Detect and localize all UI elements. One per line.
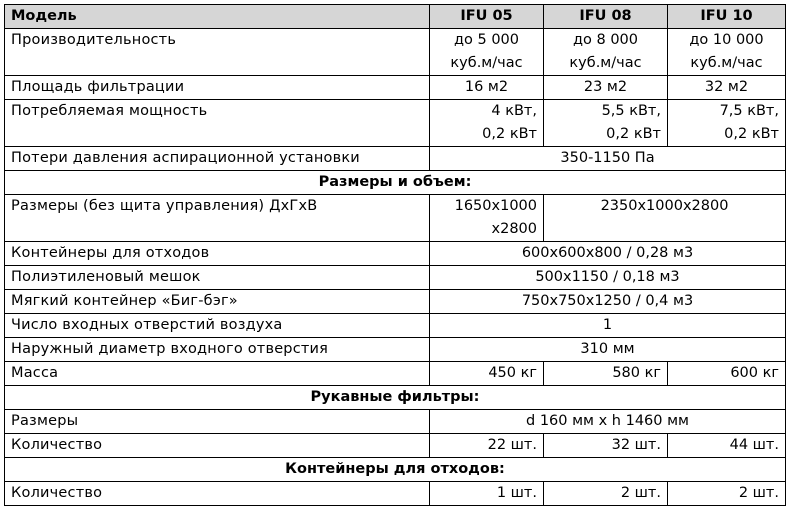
power-ifu-08 [544,100,668,147]
bag-quantity-label: Количество [5,434,430,458]
poly-bag-value: 500x1150 / 0,18 м3 [430,266,786,290]
container-quantity-label: Количество [5,482,430,506]
inlet-diameter-label: Наружный диаметр входного отверстия [5,338,430,362]
capacity-ifu-10-value: до 10 000 [689,32,764,48]
power-ifu-05 [430,100,544,147]
filter-area-row [5,76,786,100]
bag-sizes-row [5,410,786,434]
mass-ifu-05: 450 кг [430,362,544,386]
pressure-loss-label: Потери давления аспирационной установки [5,147,430,171]
mass-ifu-08: 580 кг [544,362,668,386]
capacity-ifu-10 [668,29,786,76]
section-bag-filters-row [5,386,786,410]
bag-sizes-value: d 160 мм x h 1460 мм [430,410,786,434]
capacity-ifu-05 [430,29,544,76]
power-label: Потребляемая мощность [5,100,430,147]
inlet-diameter-value: 310 мм [430,338,786,362]
header-ifu-08: IFU 08 [544,5,668,29]
mass-label: Масса [5,362,430,386]
filter-area-ifu-05: 16 м2 [430,76,544,100]
bag-quantity-ifu-05: 22 шт. [430,434,544,458]
power-ifu-08-main: 5,5 кВт, [601,103,661,119]
container-quantity-ifu-10: 2 шт. [668,482,786,506]
header-model: Модель [5,5,430,29]
filter-area-ifu-10: 32 м2 [668,76,786,100]
filter-area-label: Площадь фильтрации [5,76,430,100]
dimensions-label: Размеры (без щита управления) ДхГхВ [5,195,430,242]
container-quantity-ifu-08: 2 шт. [544,482,668,506]
pressure-loss-row [5,147,786,171]
header-ifu-10: IFU 10 [668,5,786,29]
big-bag-row [5,290,786,314]
dimensions-ifu-08-10: 2350x1000x2800 [544,195,786,242]
power-ifu-08-aux: 0,2 кВт [606,126,661,142]
header-row [5,5,786,29]
bag-quantity-ifu-10: 44 шт. [668,434,786,458]
power-row [5,100,786,147]
power-ifu-10-aux: 0,2 кВт [724,126,779,142]
dimensions-row [5,195,786,242]
big-bag-value: 750x750x1250 / 0,4 м3 [430,290,786,314]
poly-bag-row [5,266,786,290]
section-dimensions-title: Размеры и объем: [5,171,786,195]
capacity-ifu-10-unit: куб.м/час [690,55,763,71]
section-containers-title: Контейнеры для отходов: [5,458,786,482]
dimensions-ifu-05-line1: 1650x1000 [454,198,537,214]
capacity-ifu-05-value: до 5 000 [453,32,520,48]
power-ifu-10-main: 7,5 кВт, [719,103,779,119]
capacity-ifu-05-unit: куб.м/час [450,55,523,71]
capacity-ifu-08-unit: куб.м/час [569,55,642,71]
capacity-ifu-08 [544,29,668,76]
poly-bag-label: Полиэтиленовый мешок [5,266,430,290]
dimensions-ifu-05-line2: x2800 [491,221,537,237]
bag-sizes-label: Размеры [5,410,430,434]
inlet-diameter-row [5,338,786,362]
mass-row [5,362,786,386]
power-ifu-05-aux: 0,2 кВт [482,126,537,142]
container-quantity-ifu-05: 1 шт. [430,482,544,506]
waste-containers-label: Контейнеры для отходов [5,242,430,266]
air-inlets-label: Число входных отверстий воздуха [5,314,430,338]
power-ifu-05-main: 4 кВт, [491,103,537,119]
capacity-ifu-08-value: до 8 000 [572,32,639,48]
capacity-label: Производительность [5,29,430,76]
pressure-loss-value: 350-1150 Па [430,147,786,171]
power-ifu-10 [668,100,786,147]
big-bag-label: Мягкий контейнер «Биг-бэг» [5,290,430,314]
waste-containers-row [5,242,786,266]
section-containers-row [5,458,786,482]
filter-area-ifu-08: 23 м2 [544,76,668,100]
mass-ifu-10: 600 кг [668,362,786,386]
capacity-row [5,29,786,76]
spec-table [4,4,786,506]
container-quantity-row [5,482,786,506]
bag-quantity-row [5,434,786,458]
bag-quantity-ifu-08: 32 шт. [544,434,668,458]
air-inlets-value: 1 [430,314,786,338]
section-dimensions-row [5,171,786,195]
waste-containers-value: 600x600x800 / 0,28 м3 [430,242,786,266]
header-ifu-05: IFU 05 [430,5,544,29]
dimensions-ifu-05 [430,195,544,242]
air-inlets-row [5,314,786,338]
section-bag-filters-title: Рукавные фильтры: [5,386,786,410]
